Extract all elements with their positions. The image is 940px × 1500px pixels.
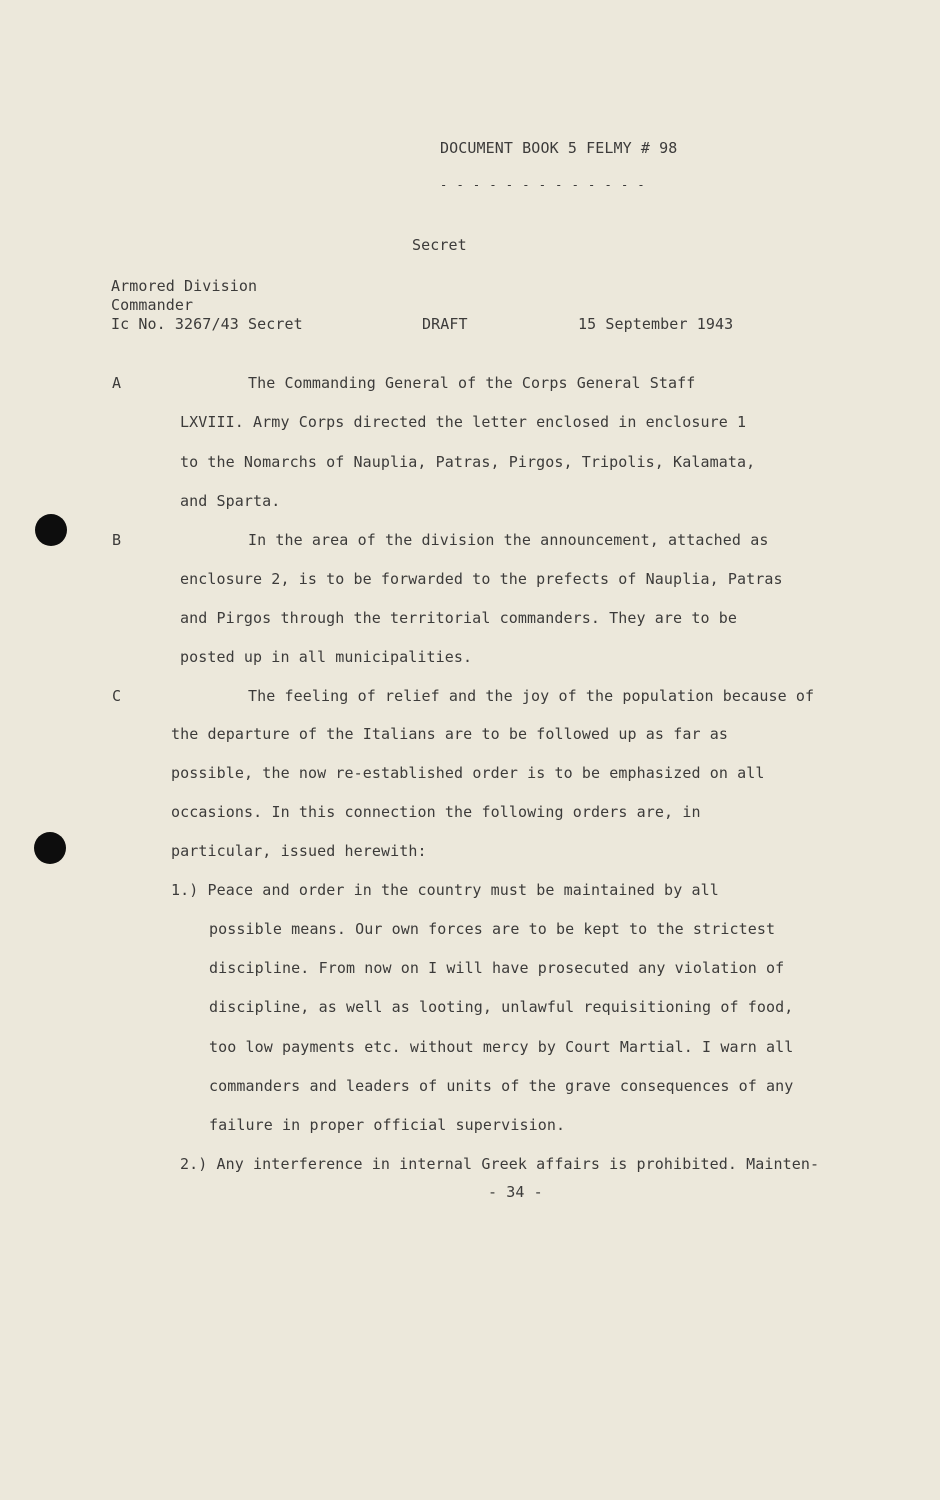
- item-1-line: discipline, as well as looting, unlawful requisitioning of food,: [209, 998, 794, 1016]
- paragraph-c-line: the departure of the Italians are to be followed up as far as: [171, 725, 728, 743]
- item-2-line: 2.) Any interference in internal Greek affairs is prohibited. Mainten-: [180, 1155, 820, 1173]
- item-1-line: commanders and leaders of units of the grave consequences of any: [209, 1077, 794, 1095]
- draft-label: DRAFT: [422, 315, 468, 333]
- paragraph-marker-b: B: [112, 531, 122, 549]
- punch-hole-lower: [34, 832, 66, 864]
- paragraph-b-line: In the area of the division the announcement, attached as: [248, 531, 769, 549]
- document-reference: DOCUMENT BOOK 5 FELMY # 98: [440, 139, 678, 157]
- item-1-line: 1.) Peace and order in the country must be maintained by all: [171, 881, 719, 899]
- paragraph-a-line: The Commanding General of the Corps General Staff: [248, 374, 696, 392]
- paragraph-c-line: possible, the now re-established order is to be emphasized on all: [171, 764, 765, 782]
- sender-title: Commander: [111, 296, 194, 314]
- classification: Secret: [412, 236, 467, 254]
- paragraph-a-line: and Sparta.: [180, 492, 281, 510]
- item-1-line: too low payments etc. without mercy by Court Martial. I warn all: [209, 1038, 794, 1056]
- header-dashes: - - - - - - - - - - - - -: [440, 178, 646, 192]
- sender-unit: Armored Division: [111, 277, 258, 295]
- page-number: - 34 -: [488, 1183, 543, 1201]
- paragraph-a-line: LXVIII. Army Corps directed the letter enclosed in enclosure 1: [180, 413, 747, 431]
- paragraph-a-line: to the Nomarchs of Nauplia, Patras, Pirgos, Tripolis, Kalamata,: [180, 453, 756, 471]
- paragraph-c-line: The feeling of relief and the joy of the population because of: [248, 687, 815, 705]
- punch-hole-upper: [35, 514, 67, 546]
- paragraph-marker-c: C: [112, 687, 122, 705]
- item-1-line: discipline. From now on I will have prosecuted any violation of: [209, 959, 785, 977]
- paragraph-b-line: posted up in all municipalities.: [180, 648, 473, 666]
- paragraph-b-line: enclosure 2, is to be forwarded to the prefects of Nauplia, Patras: [180, 570, 783, 588]
- paragraph-b-line: and Pirgos through the territorial commanders. They are to be: [180, 609, 737, 627]
- document-date: 15 September 1943: [578, 315, 734, 333]
- reference-number: Ic No. 3267/43 Secret: [111, 315, 303, 333]
- paragraph-marker-a: A: [112, 374, 122, 392]
- paragraph-c-line: particular, issued herewith:: [171, 842, 427, 860]
- item-1-line: failure in proper official supervision.: [209, 1116, 566, 1134]
- paragraph-c-line: occasions. In this connection the following orders are, in: [171, 803, 701, 821]
- item-1-line: possible means. Our own forces are to be kept to the strictest: [209, 920, 776, 938]
